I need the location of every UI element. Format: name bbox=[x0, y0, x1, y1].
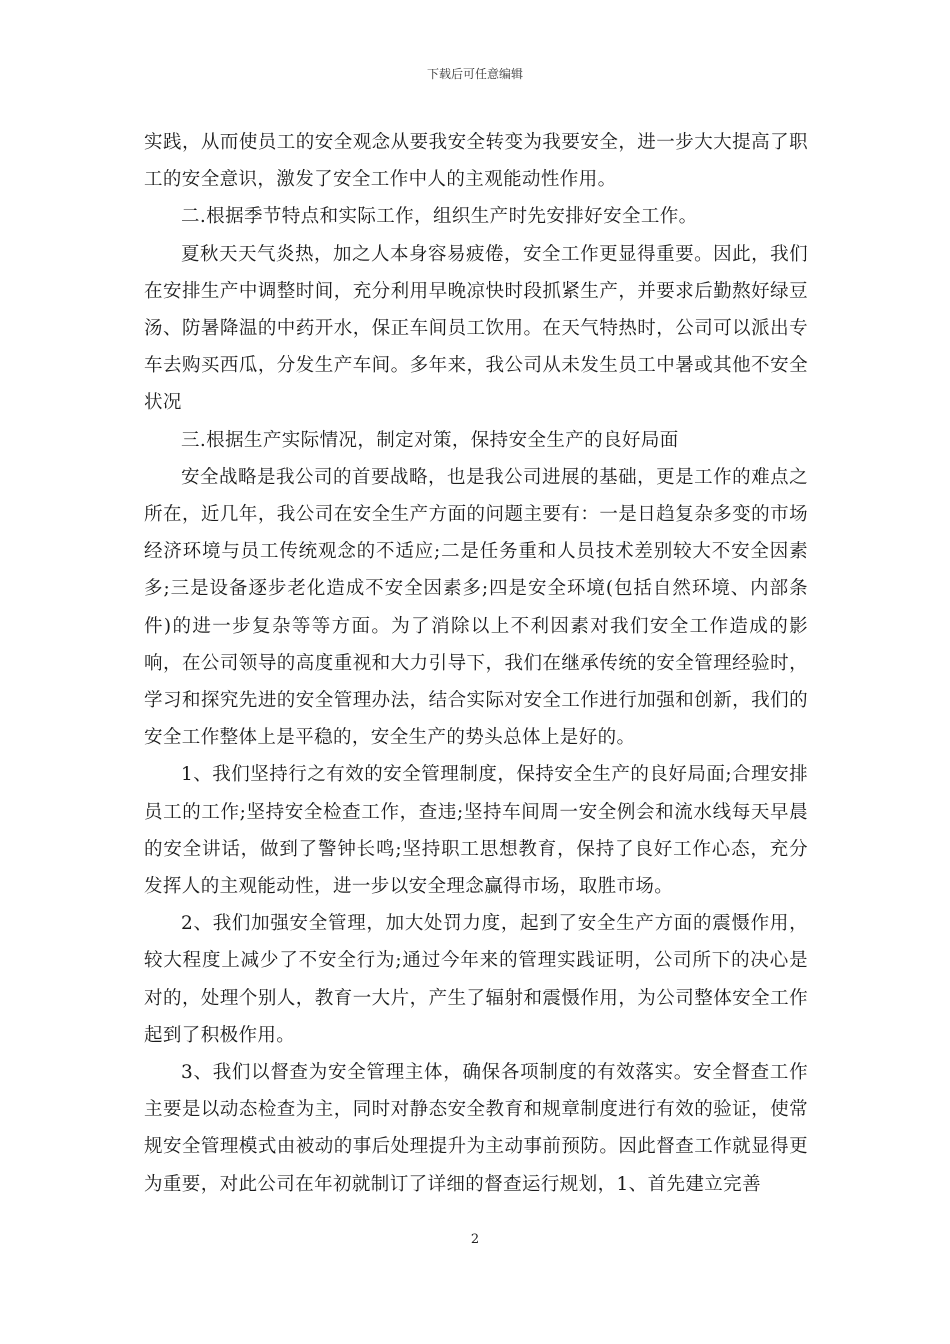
document-body bbox=[144, 124, 808, 1203]
list-item-2: 2、我们加强安全管理，加大处罚力度，起到了安全生产方面的震慑作用，较大程度上减少了不安全行为;通过今年来的管理实践证明，公司所下的决心是对的，处理个别人，教育一大片，产生了辐射和震慑作用，为公司整体安全工作起到了积极作用。 bbox=[144, 913, 808, 1046]
list-item-3: 3、我们以督查为安全管理主体，确保各项制度的有效落实。安全督查工作主要是以动态检查为主，同时对静态安全教育和规章制度进行有效的验证，使常规安全管理模式由被动的事后处理提升为主动事前预防。因此督查工作就显得更为重要，对此公司在年初就制订了详细的督查运行规划，1、首先建立完善 bbox=[144, 1062, 808, 1195]
page-header: 下载后可任意编辑 bbox=[426, 67, 523, 81]
paragraph-safety-strategy: 安全战略是我公司的首要战略，也是我公司进展的基础，更是工作的难点之所在，近几年，我公司在安全生产方面的问题主要有：一是日趋复杂多变的市场经济环境与员工传统观念的不适应;二是任务重和人员技术差别较大不安全因素多;三是设备逐步老化造成不安全因素多;四是安全环境(包括自然环境、内部条件)的进一步复杂等等方面。为了消除以上不利因素对我们安全工作造成的影响，在公司领导的高度重视和大力引导下，我们在继承传统的安全管理经验时，学习和探究先进的安全管理办法，结合实际对安全工作进行加强和创新，我们的安全工作整体上是平稳的，安全生产的势头总体上是好的。 bbox=[144, 466, 808, 749]
section-heading-2: 二.根据季节特点和实际工作，组织生产时先安排好安全工作。 bbox=[181, 206, 698, 228]
paragraph-continuation: 实践，从而使员工的安全观念从要我安全转变为我要安全，进一步大大提高了职工的安全意识，激发了安全工作中人的主观能动性作用。 bbox=[144, 132, 808, 191]
paragraph-summer-safety: 夏秋天天气炎热，加之人本身容易疲倦，安全工作更显得重要。因此，我们在安排生产中调整时间，充分利用早晚凉快时段抓紧生产，并要求后勤熬好绿豆汤、防暑降温的中药开水，保正车间员工饮用。在天气特热时，公司可以派出专车去购买西瓜，分发生产车间。多年来，我公司从未发生员工中暑或其他不安全状况 bbox=[144, 243, 808, 414]
section-heading-3: 三.根据生产实际情况，制定对策，保持安全生产的良好局面 bbox=[181, 429, 679, 451]
page-number: 2 bbox=[470, 1232, 480, 1247]
list-item-1: 1、我们坚持行之有效的安全管理制度，保持安全生产的良好局面;合理安排员工的工作;坚持安全检查工作，查违;坚持车间周一安全例会和流水线每天早晨的安全讲话，做到了警钟长鸣;坚持职工思想教育，保持了良好工作心态，充分发挥人的主观能动性，进一步以安全理念赢得市场，取胜市场。 bbox=[144, 764, 808, 898]
